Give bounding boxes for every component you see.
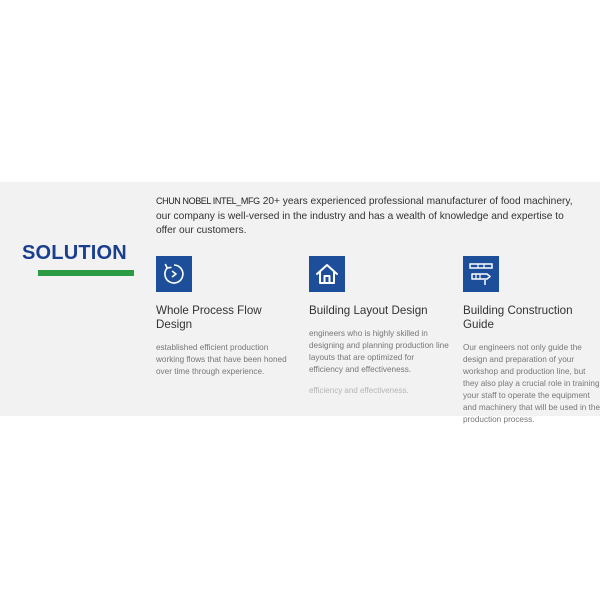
card-description: Our engineers not only guide the design and preparation of your workshop and production line, but they also play a crucial role in training your staff to operate the equipment and machinery that will be used in the production process. — [463, 343, 600, 424]
solution-card-layout-design[interactable] — [309, 256, 449, 376]
card-title: Building Layout Design — [309, 304, 428, 317]
card-description: engineers who is highly skilled in designing and planning production line layouts that are optimized for efficiency and effectiveness. — [309, 329, 449, 374]
section-title: SOLUTION — [22, 242, 127, 264]
section-title-underline — [38, 270, 134, 276]
card-title: Building Construction Guide — [463, 304, 573, 331]
card-title: Whole Process Flow Design — [156, 304, 262, 331]
house-icon — [309, 256, 345, 292]
intro-text: 20+ years experienced professional manufacturer of food machinery, our company is well-versed in the industry and has a wealth of knowledge and expertise to offer our customers. — [156, 196, 573, 236]
solution-card-construction-guide[interactable] — [463, 256, 603, 426]
faded-text-fragment: efficiency and effectiveness. — [309, 386, 409, 395]
solution-section — [0, 182, 600, 424]
solution-card-process-flow[interactable] — [156, 256, 296, 378]
card-description: established efficient production working flows that have been honed over time through experience. — [156, 343, 287, 376]
construction-tools-icon — [463, 256, 499, 292]
company-brand: CHUN NOBEL INTEL_MFG — [156, 196, 260, 206]
intro-paragraph — [156, 194, 576, 239]
cycle-arrow-icon — [156, 256, 192, 292]
